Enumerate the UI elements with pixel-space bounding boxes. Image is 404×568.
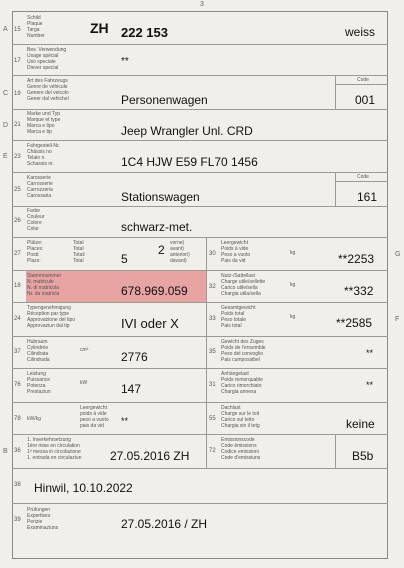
field-number: 17 xyxy=(14,58,21,64)
total-weight-value: **2585 xyxy=(336,316,373,330)
edge-marker-d: D xyxy=(3,122,9,129)
edge-marker-top: 3 xyxy=(200,1,204,8)
field-label-plate: Schild Plaque Targa Number xyxy=(27,15,45,39)
unit-kg: kg xyxy=(290,282,296,288)
edge-marker-b: B xyxy=(3,448,8,455)
row-divider xyxy=(12,206,388,207)
field-label-color: Farbe Couleur Colore Colur xyxy=(27,208,45,232)
row-divider xyxy=(12,172,388,173)
row-divider xyxy=(12,109,388,110)
field-number: 38 xyxy=(14,482,21,488)
body-type-value: Stationswagen xyxy=(121,190,200,204)
field-number: 33 xyxy=(209,316,216,322)
field-label-emission-code: Emissionscode Code émissions Codice emissioni Code d'emissiuns xyxy=(221,437,261,461)
field-number: 78 xyxy=(14,416,21,422)
emission-code-value: B5b xyxy=(352,449,374,463)
field-number: 32 xyxy=(209,284,216,290)
vehicle-type-value: Personenwagen xyxy=(121,93,208,107)
field-number: 23 xyxy=(14,154,21,160)
field-number: 19 xyxy=(14,91,21,97)
chassis-number-value: 1C4 HJW E59 FL70 1456 xyxy=(121,155,258,169)
unit-kg: kg xyxy=(290,314,296,320)
field-label-seats-front: vorne) avant) anteriori) davant) xyxy=(170,240,190,264)
power-value: 147 xyxy=(121,382,142,396)
field-label-displacement: Hubraum Cylindrée Cilindrata Cilindrada xyxy=(27,339,50,363)
edge-marker-g: G xyxy=(395,251,401,258)
field-number: 21 xyxy=(14,122,21,128)
field-label-power: Leistung Puissance Potenza Prestaziun xyxy=(27,371,51,395)
field-label-power-ratio-empty: Leergewicht poids à vide peso a vuoto pais da vid xyxy=(80,405,109,429)
field-number: 26 xyxy=(14,218,21,224)
special-use-value: ** xyxy=(121,56,129,67)
plate-canton: ZH xyxy=(90,20,109,36)
edge-marker-c: C xyxy=(3,90,9,97)
displacement-value: 2776 xyxy=(121,350,148,364)
code-label: Code xyxy=(357,174,369,180)
field-label-payload: Nutz-/Sattellast Charge utile/sellette Carico utile/sella Chargia utila/sella xyxy=(221,273,266,297)
body-type-code: 161 xyxy=(357,190,378,204)
field-label-body: Karosserie Carrosserie Carrozzeria Carossaria xyxy=(27,175,53,199)
field-number: 72 xyxy=(209,448,216,454)
edge-marker-e: E xyxy=(3,153,8,160)
edge-marker-a: A xyxy=(3,26,8,33)
seats-total-value: 5 xyxy=(121,252,128,266)
vehicle-type-code: 001 xyxy=(355,93,376,107)
code-label: Code xyxy=(357,77,369,83)
field-number: 35 xyxy=(209,349,216,355)
type-approval-value: IVI oder X xyxy=(121,316,179,331)
field-number: 76 xyxy=(14,382,21,388)
plate-color: weiss xyxy=(345,25,376,39)
issue-place-date-value: Hinwil, 10.10.2022 xyxy=(34,481,133,495)
row-divider xyxy=(12,302,388,303)
row-divider xyxy=(12,503,388,504)
field-label-chassis: Fahrgestell-Nr. Châssis no Telaio n. Schassis nr. xyxy=(27,143,60,167)
payload-value: **332 xyxy=(344,284,374,298)
column-divider xyxy=(206,237,207,468)
field-number: 37 xyxy=(14,349,21,355)
inspection-value: 27.05.2016 / ZH xyxy=(121,517,208,531)
field-label-make-model: Marke und Typ Marque et type Marca e tipo Marca e tip xyxy=(27,111,61,135)
row-divider xyxy=(12,44,388,45)
field-label-special-use: Bes. Verwendung Usage spécial Uso speciale Diever special xyxy=(27,47,67,71)
unit-kg: kg xyxy=(290,250,296,256)
row-divider xyxy=(12,336,388,337)
row-divider xyxy=(12,402,388,403)
field-label-inspections: Prüfungen Expertises Perizie Examinaziuns xyxy=(27,507,59,531)
matricule-value: 678.969.059 xyxy=(121,284,188,298)
column-divider xyxy=(335,434,336,468)
field-label-type-approval: Typengenehmigung Réception par type Approvazione del tipo Approvaziun dal tip xyxy=(27,305,76,329)
empty-weight-value: **2253 xyxy=(338,252,375,266)
field-label-seats: Plätze: Places: Posti: Plazs: xyxy=(27,240,44,264)
plate-number: 222 153 xyxy=(121,25,168,40)
train-weight-value: ** xyxy=(366,348,374,358)
code-label-divider xyxy=(335,84,388,85)
power-ratio-value: ** xyxy=(121,416,129,426)
code-box-divider xyxy=(335,75,336,109)
field-label-towing: Anhängelast Poids remorquable Carico rimorchiato Chargia annexa xyxy=(221,371,263,395)
color-value: schwarz-met. xyxy=(121,220,193,234)
roof-load-value: keine xyxy=(346,417,375,431)
field-label-roof-load: Dachlast Charge sur le toit Carico sul tetto Chargia sin il tetg xyxy=(221,405,260,429)
row-divider xyxy=(12,140,388,141)
field-label-first-registration: 1. Inverkehrsetzung 1ère mise en circulation 1ª messa in circolazione 1. entrada en circulaziun xyxy=(27,437,82,461)
field-label-empty-weight: Leergewicht Poids à vide Peso a vuoto Pais da vid xyxy=(221,240,251,264)
code-label-divider xyxy=(335,181,388,182)
field-number: 18 xyxy=(14,283,21,289)
code-box-divider xyxy=(335,172,336,206)
field-label-train-weight: Gewicht des Zuges Poids de l'ensemble Peso del convoglio Pais cumpossibel xyxy=(221,339,266,363)
field-number: 31 xyxy=(209,382,216,388)
field-label-power-ratio: kW/kg xyxy=(27,416,41,422)
field-number: 30 xyxy=(209,251,216,257)
towing-value: ** xyxy=(366,380,374,390)
seats-front-value: 2 xyxy=(158,243,165,257)
row-divider xyxy=(12,368,388,369)
field-number: 24 xyxy=(14,316,21,322)
field-number: 15 xyxy=(14,27,21,33)
unit-kw: kW xyxy=(80,380,88,386)
unit-cm3: cm³ xyxy=(80,347,89,353)
edge-marker-f: F xyxy=(395,316,400,323)
field-number: 55 xyxy=(209,416,216,422)
field-number: 25 xyxy=(14,187,21,193)
field-number: 27 xyxy=(14,251,21,257)
field-number: 39 xyxy=(14,517,21,523)
field-label-seats-total: Total Total Totali Total xyxy=(73,240,85,264)
row-divider xyxy=(12,434,388,435)
row-divider xyxy=(12,468,388,469)
make-model-value: Jeep Wrangler Unl. CRD xyxy=(121,124,253,138)
field-label-total-weight: Gesamtgewicht Poids total Peso totale Pais total xyxy=(221,305,256,329)
first-registration-value: 27.05.2016 ZH xyxy=(110,449,190,463)
field-label-matricule: Stammnummer N. matricule N. di matricola Nr. da matricla xyxy=(27,273,62,297)
row-divider xyxy=(12,237,388,238)
field-number: 36 xyxy=(14,448,21,454)
field-label-vehicle-type: Art des Fahrzeugs Genre de véhicule Genere del veicolo Gener dal vehichel xyxy=(27,78,69,102)
row-divider xyxy=(12,75,388,76)
